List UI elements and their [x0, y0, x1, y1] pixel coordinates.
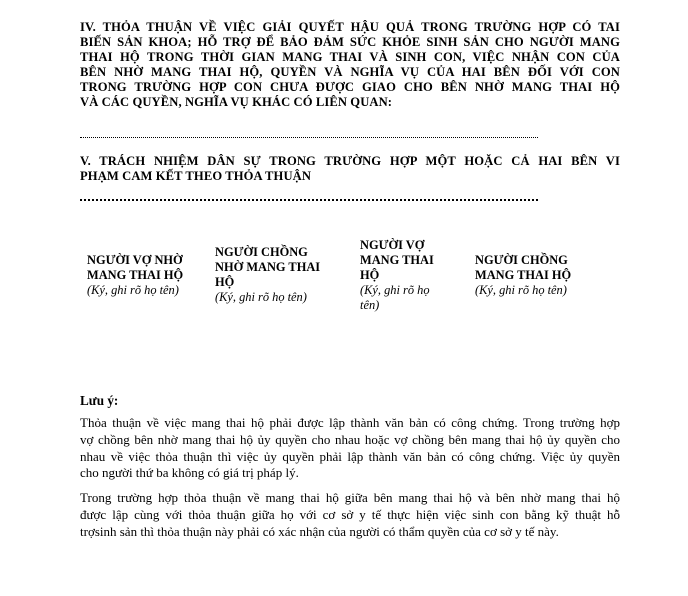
text-line: Thỏa thuận về việc mang thai hộ phải được lập thành văn bản có công chứng. Trong trường hợp [80, 415, 620, 430]
dotted-separator-2 [80, 199, 538, 201]
signature-note [475, 283, 615, 298]
text-line: V. TRÁCH NHIỆM DÂN SỰ TRONG TRƯỜNG HỢP MỘT HOẶC CẢ HAI BÊN VI [80, 154, 620, 168]
text-line: được lập cùng với thỏa thuận giữa họ với cơ sở y tế thực hiện việc sinh con bằng kỹ thuật hỗ [80, 506, 620, 522]
text-line: Trong trường hợp thỏa thuận về mang thai hộ giữa bên mang thai hộ và bên nhờ mang thai hộ [80, 490, 620, 506]
signature-block [80, 225, 620, 325]
text-line: (Ký, ghi rõ họ tên) [215, 290, 307, 304]
signature-col-surrogate-husband [475, 253, 615, 298]
note-heading: Lưu ý: [80, 393, 119, 408]
signature-col-surrogate-wife [360, 238, 460, 313]
signature-title [215, 245, 352, 290]
signature-col-intended-husband [215, 245, 352, 305]
text-line: BÊN NHỜ MANG THAI HỘ, QUYỀN VÀ NGHĨA VỤ CỦA HAI BÊN ĐỐI VỚI CON [80, 65, 620, 79]
text-line: VÀ CÁC QUYỀN, NGHĨA VỤ KHÁC CÓ LIÊN QUAN: [80, 95, 393, 109]
text-line: MANG THAI [360, 252, 434, 267]
text-line: HỘ [215, 275, 235, 289]
text-line: PHẠM CAM KẾT THEO THỎA THUẬN [80, 169, 312, 183]
text-line: (Ký, ghi rõ họ tên) [87, 282, 179, 297]
text-line: BIẾN SẢN KHOA; HỖ TRỢ ĐỂ BẢO ĐẢM SỨC KHỎE SINH SẢN CHO NGƯỜI MANG [80, 35, 620, 49]
section-v-heading [80, 154, 620, 184]
signature-title [360, 238, 460, 283]
text-line: vợ chồng bên nhờ mang thai hộ ủy quyền cho nhau hoặc vợ chồng bên mang thai hộ ủy quyền cho [80, 431, 620, 447]
note-paragraph-1 [80, 415, 620, 482]
section-iv-heading [80, 20, 620, 110]
signature-note [215, 290, 352, 305]
text-line: MANG THAI HỘ [87, 267, 184, 282]
text-line: nhau về việc thỏa thuận thì việc ủy quyền phải lập thành văn bản có công chứng. Việc ủy quyền [80, 448, 620, 464]
text-line: NGƯỜI CHỒNG [215, 245, 308, 259]
signature-col-intended-wife [87, 253, 207, 298]
text-line: cho người thứ ba không có giá trị pháp lý. [80, 465, 299, 481]
text-line: NGƯỜI VỢ [360, 237, 425, 252]
text-line: MANG THAI HỘ [475, 267, 572, 282]
text-line: NGƯỜI CHỒNG [475, 252, 568, 267]
text-line: (Ký, ghi rõ họ tên) [475, 282, 567, 297]
text-line: HỘ [360, 267, 380, 282]
signature-title [475, 253, 615, 283]
signature-note [360, 283, 460, 313]
text-line: (Ký, ghi rõ họ [360, 282, 430, 297]
text-line: IV. THỎA THUẬN VỀ VIỆC GIẢI QUYẾT HẬU QUẢ TRONG TRƯỜNG HỢP CÓ TAI [80, 20, 620, 34]
text-line: NGƯỜI VỢ NHỜ [87, 252, 183, 267]
signature-title [87, 253, 207, 283]
text-line: THAI HỘ TRONG THỜI GIAN MANG THAI VÀ SINH CON, VIỆC NHẬN CON CỦA [80, 50, 620, 64]
text-line: TRONG TRƯỜNG HỢP CON CHƯA ĐƯỢC GIAO CHO BÊN NHỜ MANG THAI HỘ [80, 80, 620, 94]
dotted-separator-1 [80, 137, 538, 138]
text-line: trợsinh sản thì thỏa thuận này phải có xác nhận của người có thẩm quyền của cơ sở y tế này. [80, 523, 559, 539]
note-paragraph-2 [80, 490, 620, 540]
signature-note [87, 283, 207, 298]
text-line: NHỜ MANG THAI [215, 260, 321, 274]
text-line: tên) [360, 297, 380, 312]
